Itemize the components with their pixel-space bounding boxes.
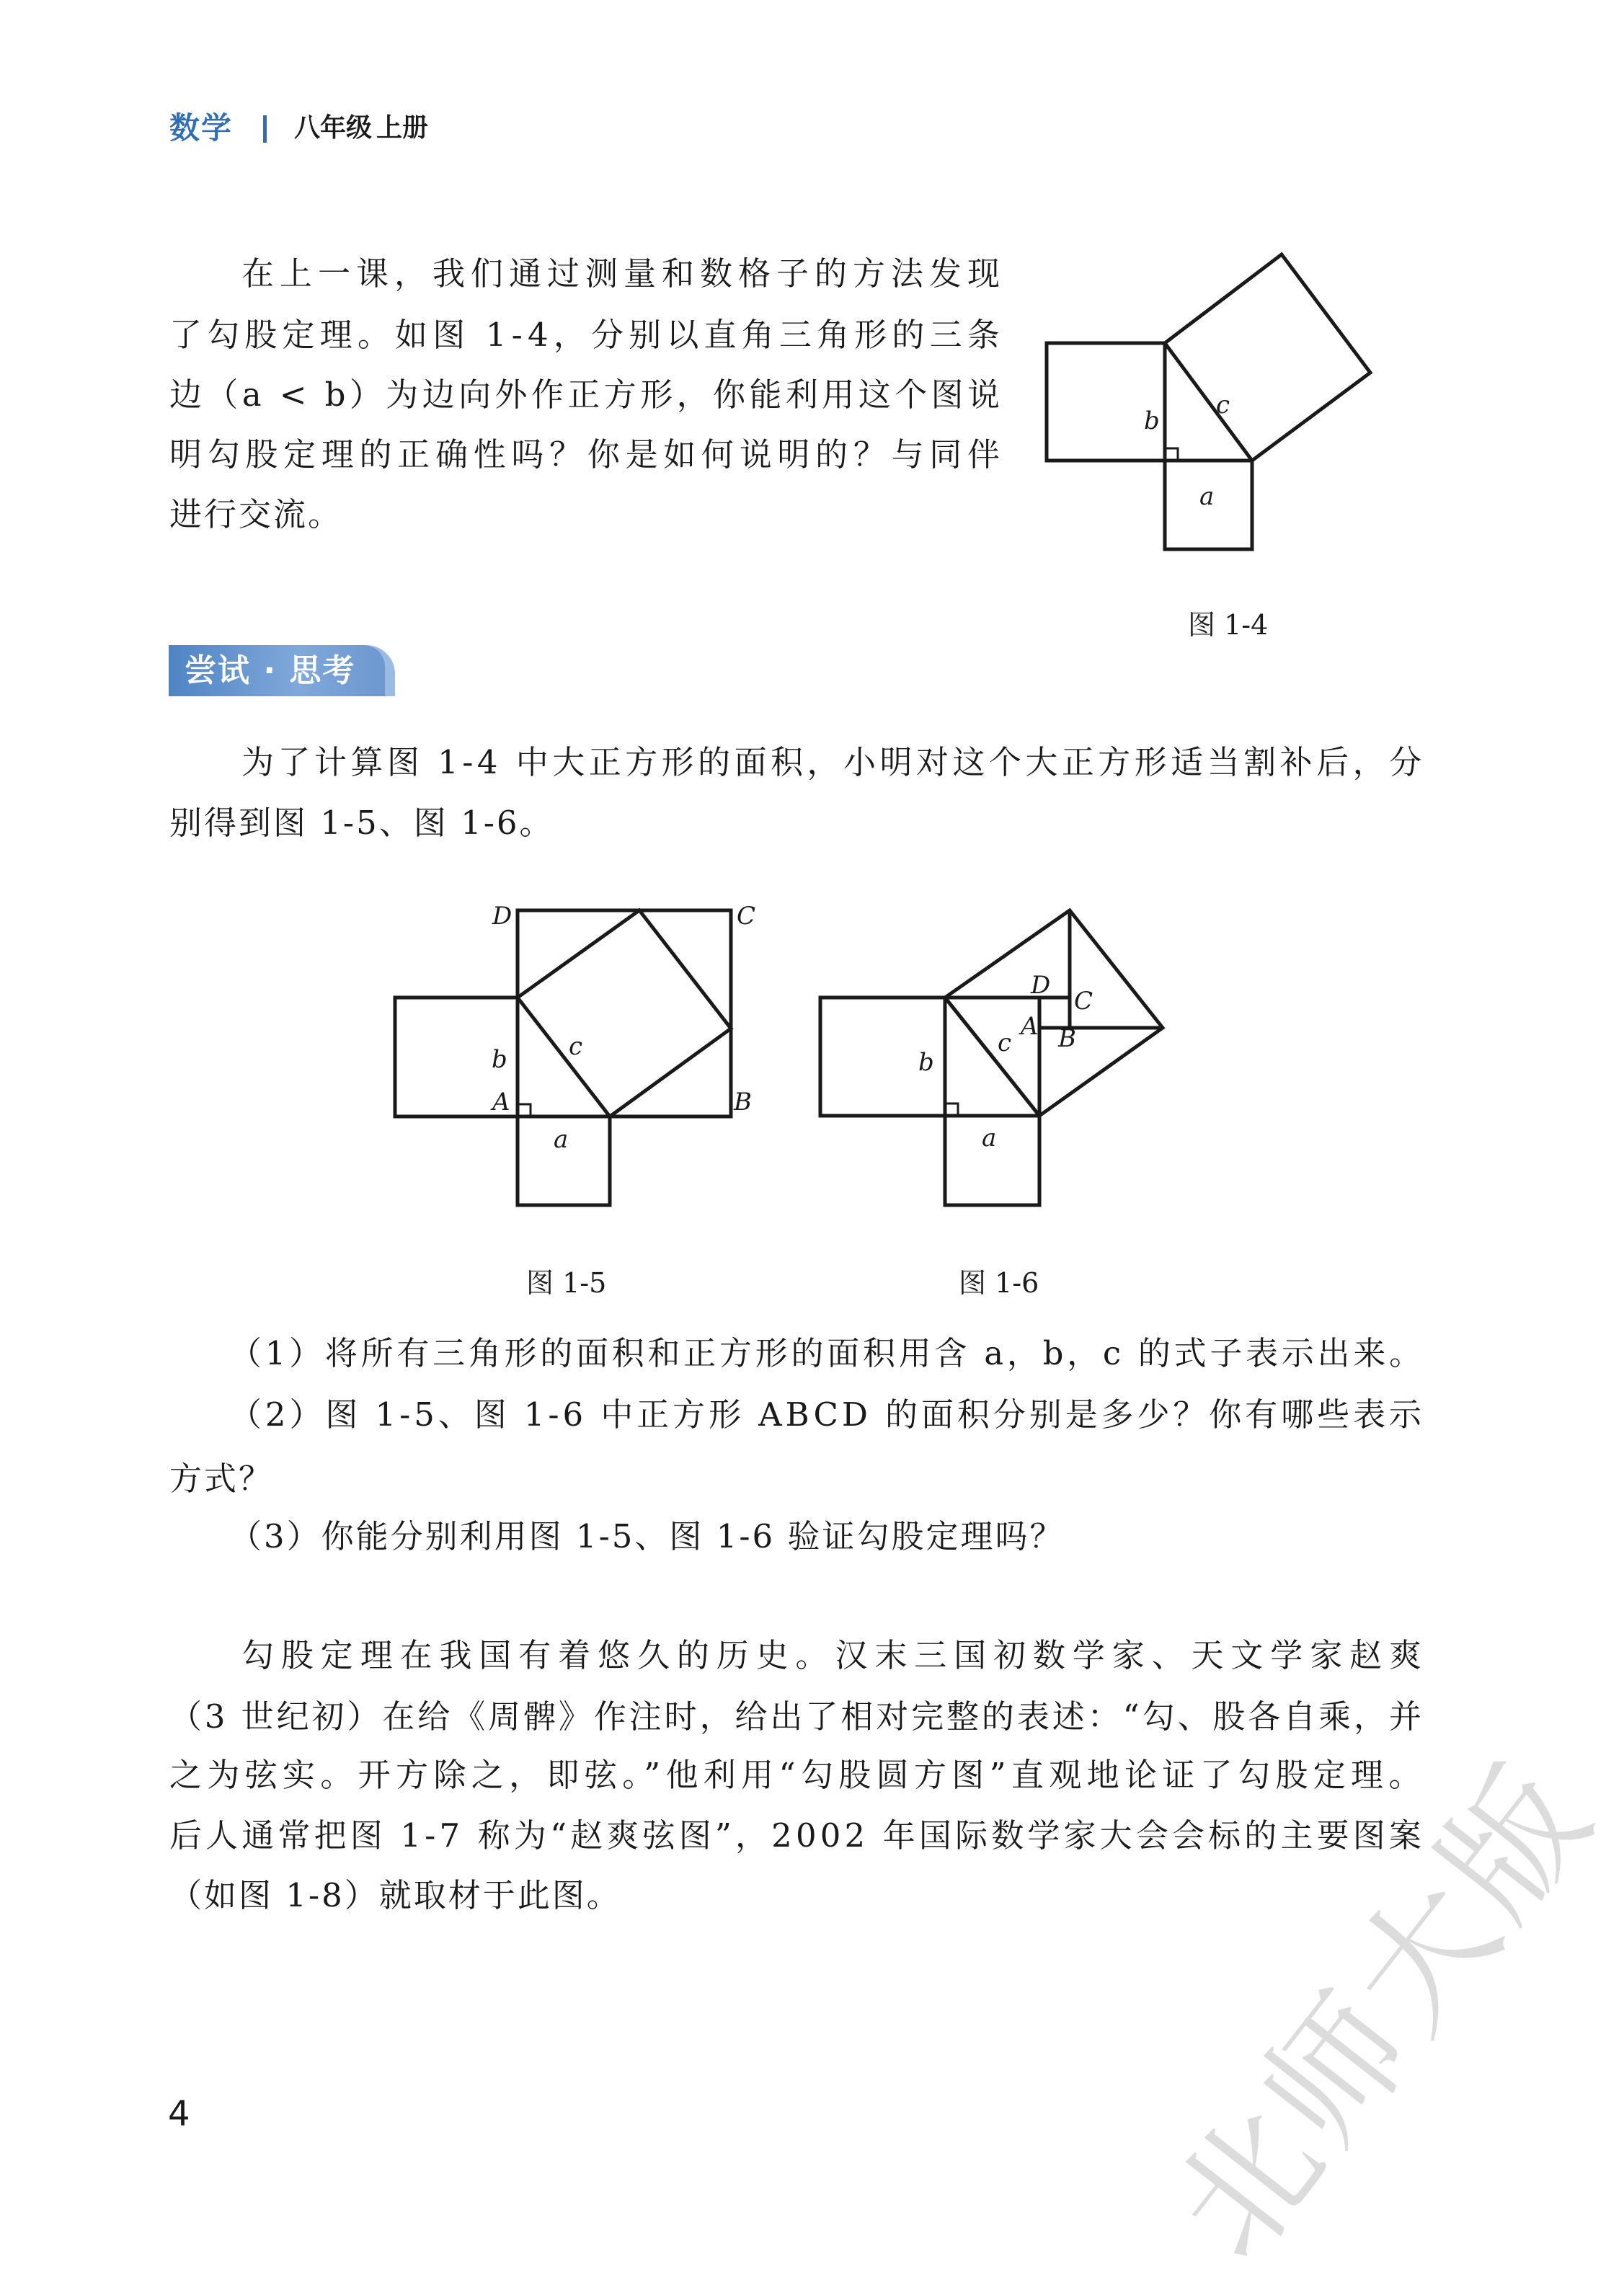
figure-1-6 xyxy=(820,910,1163,1205)
label-a: a xyxy=(1199,482,1215,511)
label-c: c xyxy=(1216,391,1230,419)
label-D: D xyxy=(492,902,513,931)
figure-1-5-caption: 图 1-5 xyxy=(526,1267,607,1299)
intro-line: 边（a < b）为边向外作正方形，你能利用这个图说 xyxy=(169,376,1004,414)
label-A: A xyxy=(1021,1012,1039,1041)
label-A: A xyxy=(492,1088,510,1116)
section-badge-try-think: 尝试 · 思考 xyxy=(169,645,385,696)
history-line: 后人通常把图 1-7 称为“赵爽弦图”，2002 年国际数学家大会会标的主要图案 xyxy=(169,1816,1426,1855)
square-b xyxy=(1047,343,1165,461)
task-line: 别得到图 1-5、图 1-6。 xyxy=(169,804,554,842)
intro-line: 了勾股定理。如图 1-4，分别以直角三角形的三条 xyxy=(169,316,1005,354)
question-3: （3）你能分别利用图 1-5、图 1-6 验证勾股定理吗？ xyxy=(229,1517,1065,1555)
question-2: （2）图 1-5、图 1-6 中正方形 ABCD 的面积分别是多少？你有哪些表示 xyxy=(229,1395,1425,1434)
history-line: （3 世纪初）在给《周髀》作注时，给出了相对完整的表述：“勾、股各自乘，并 xyxy=(169,1697,1424,1736)
subject-title: 数学 xyxy=(169,110,234,146)
square-c xyxy=(518,910,731,1116)
square-c xyxy=(1165,254,1370,461)
label-C: C xyxy=(1074,987,1093,1016)
label-b: b xyxy=(918,1048,934,1077)
question-2-continued: 方式？ xyxy=(169,1460,274,1498)
right-angle-mark xyxy=(1165,448,1178,461)
figure-1-5 xyxy=(395,902,755,1205)
figure-1-4 xyxy=(1047,254,1370,549)
label-a: a xyxy=(554,1125,569,1154)
volume-label: 上册 xyxy=(376,113,429,143)
question-1: （1）将所有三角形的面积和正方形的面积用含 a，b，c 的式子表示出来。 xyxy=(229,1334,1425,1372)
label-B: B xyxy=(734,1088,752,1116)
label-b: b xyxy=(492,1045,507,1074)
publisher-watermark: 北师大版 xyxy=(1143,1734,1624,2287)
right-angle-mark xyxy=(518,1104,531,1116)
label-c: c xyxy=(569,1032,583,1061)
page-number: 4 xyxy=(168,2094,190,2134)
task-line: 为了计算图 1-4 中大正方形的面积，小明对这个大正方形适当割补后，分 xyxy=(241,743,1426,781)
label-b: b xyxy=(1144,407,1160,435)
grade-label: 八年级 xyxy=(294,113,373,143)
history-line: （如图 1-8）就取材于此图。 xyxy=(169,1876,621,1914)
right-angle-mark xyxy=(945,1103,958,1116)
history-line: 勾股定理在我国有着悠久的历史。汉末三国初数学家、天文学家赵爽 xyxy=(241,1636,1429,1674)
history-line: 之为弦实。开方除之，即弦。”他利用“勾股圆方图”直观地论证了勾股定理。 xyxy=(169,1756,1426,1794)
label-B: B xyxy=(1058,1024,1076,1053)
label-c: c xyxy=(998,1029,1012,1057)
label-D: D xyxy=(1031,971,1051,1000)
figure-1-6-caption: 图 1-6 xyxy=(959,1267,1039,1299)
intro-line: 明勾股定理的正确性吗？你是如何说明的？与同伴 xyxy=(169,435,1006,474)
label-C: C xyxy=(737,902,756,931)
square-abcd xyxy=(518,910,731,1116)
figure-1-4-caption: 图 1-4 xyxy=(1188,609,1269,641)
label-a: a xyxy=(982,1124,997,1153)
square-c xyxy=(945,910,1163,1116)
intro-line: 进行交流。 xyxy=(169,495,343,533)
intro-line: 在上一课，我们通过测量和数格子的方法发现 xyxy=(241,254,1006,293)
